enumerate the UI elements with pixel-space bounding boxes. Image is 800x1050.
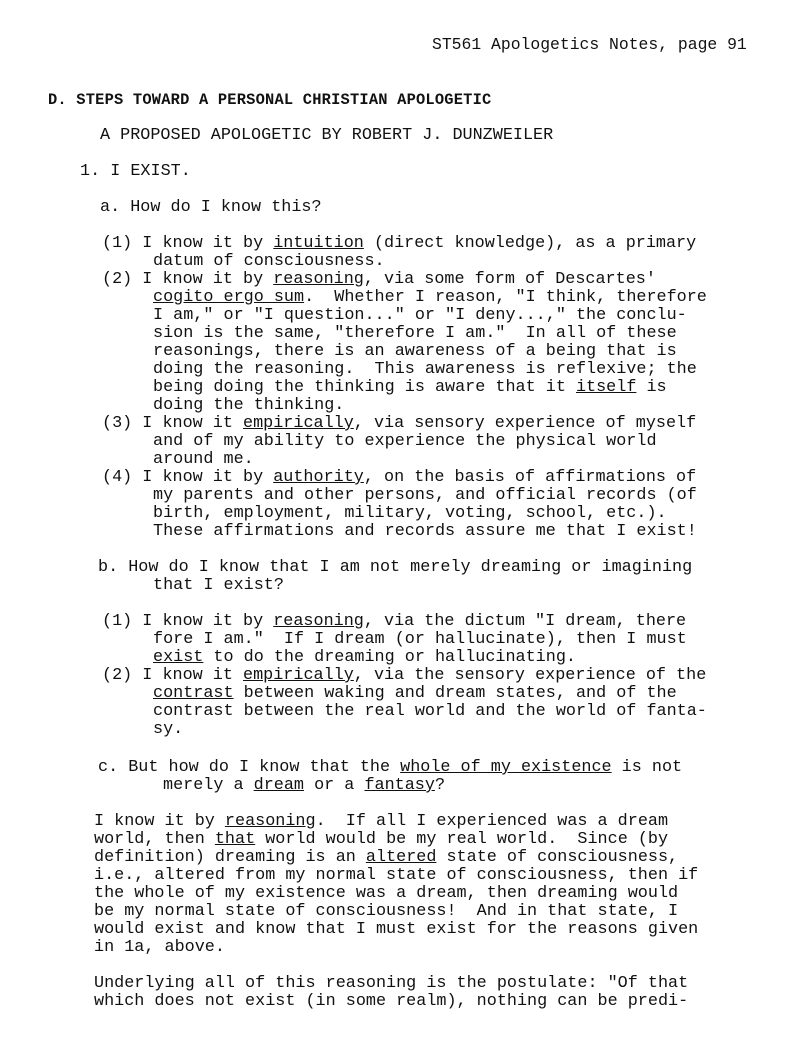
answer-line: definition) dreaming is an altered state of consciousness, <box>94 848 679 867</box>
postulate-line: which does not exist (in some realm), nothing can be predi- <box>94 992 689 1011</box>
item-a2-line: cogito ergo sum. Whether I reason, "I think, therefore <box>153 288 707 307</box>
item-a2: (2) I know it by reasoning, via some form of Descartes' <box>102 270 656 289</box>
term-reasoning: reasoning <box>273 612 364 631</box>
item-a2-line: sion is the same, "therefore I am." In all of these <box>153 324 677 343</box>
section-subheading: A PROPOSED APOLOGETIC BY ROBERT J. DUNZWEILER <box>100 126 554 145</box>
term-intuition: intuition <box>273 234 364 253</box>
answer-line: would exist and know that I must exist for the reasons given <box>94 920 699 939</box>
term-that: that <box>214 830 256 849</box>
term-dream: dream <box>253 776 304 795</box>
item-a3-line: around me. <box>153 450 254 469</box>
item-b2: (2) I know it empirically, via the sensory experience of the <box>102 666 707 685</box>
item-b2-line: contrast between the real world and the world of fanta- <box>153 702 707 721</box>
running-title: ST561 Apologetics Notes, page 91 <box>432 35 747 54</box>
term-reasoning: reasoning <box>224 812 316 831</box>
question-b: b. How do I know that I am not merely dreaming or imagining <box>98 558 693 577</box>
item-a4-line: These affirmations and records assure me that I exist! <box>153 522 697 541</box>
item-a2-line: reasonings, there is an awareness of a being that is <box>153 342 677 361</box>
term-cogito: cogito ergo sum <box>153 288 305 307</box>
question-b-cont: that I exist? <box>153 576 284 595</box>
term-itself: itself <box>575 378 637 397</box>
item-a2-line: being doing the thinking is aware that it itself is <box>153 378 667 397</box>
question-a: a. How do I know this? <box>100 198 322 217</box>
section-heading: D. STEPS TOWARD A PERSONAL CHRISTIAN APOLOGETIC <box>48 91 492 109</box>
point-title: 1. I EXIST. <box>80 162 191 181</box>
term-contrast: contrast <box>153 684 234 703</box>
item-a3-line: and of my ability to experience the physical world <box>153 432 657 451</box>
item-b1-line: fore I am." If I dream (or hallucinate), then I must <box>153 630 687 649</box>
term-whole-existence: whole of my existence <box>400 758 612 777</box>
item-a4-line: birth, employment, military, voting, school, etc.). <box>153 504 667 523</box>
item-a4: (4) I know it by authority, on the basis of affirmations of <box>102 468 697 487</box>
term-empirically: empirically <box>243 414 354 433</box>
item-b1-line: exist to do the dreaming or hallucinating. <box>153 648 576 667</box>
item-b1: (1) I know it by reasoning, via the dictum "I dream, there <box>102 612 687 631</box>
item-a4-line: my parents and other persons, and official records (of <box>153 486 697 505</box>
postulate-line: Underlying all of this reasoning is the postulate: "Of that <box>94 974 689 993</box>
term-exist: exist <box>153 648 204 667</box>
item-b2-line: sy. <box>153 720 184 739</box>
item-a2-line: doing the reasoning. This awareness is reflexive; the <box>153 360 697 379</box>
answer-line: be my normal state of consciousness! And in that state, I <box>94 902 679 921</box>
answer-line: world, then that world would be my real world. Since (by <box>94 830 669 849</box>
answer-line: i.e., altered from my normal state of consciousness, then if <box>94 866 699 885</box>
item-a2-line: I am," or "I question..." or "I deny...," the conclu- <box>153 306 687 325</box>
question-c: c. But how do I know that the whole of my existence is not <box>98 758 683 777</box>
term-empirically: empirically <box>243 666 354 685</box>
answer-line: in 1a, above. <box>94 938 225 957</box>
item-a1-line: datum of consciousness. <box>153 252 385 271</box>
item-a1: (1) I know it by intuition (direct knowledge), as a primary <box>102 234 697 253</box>
question-c-cont: merely a dream or a fantasy? <box>163 776 446 795</box>
term-fantasy: fantasy <box>364 776 435 795</box>
term-altered: altered <box>365 848 437 867</box>
answer-line: the whole of my existence was a dream, then dreaming would <box>94 884 679 903</box>
item-b2-line: contrast between waking and dream states, and of the <box>153 684 677 703</box>
term-authority: authority <box>273 468 364 487</box>
answer-line: I know it by reasoning. If all I experienced was a dream <box>94 812 669 831</box>
item-a3: (3) I know it empirically, via sensory experience of myself <box>102 414 697 433</box>
term-reasoning: reasoning <box>273 270 364 289</box>
item-a2-line: doing the thinking. <box>153 396 345 415</box>
